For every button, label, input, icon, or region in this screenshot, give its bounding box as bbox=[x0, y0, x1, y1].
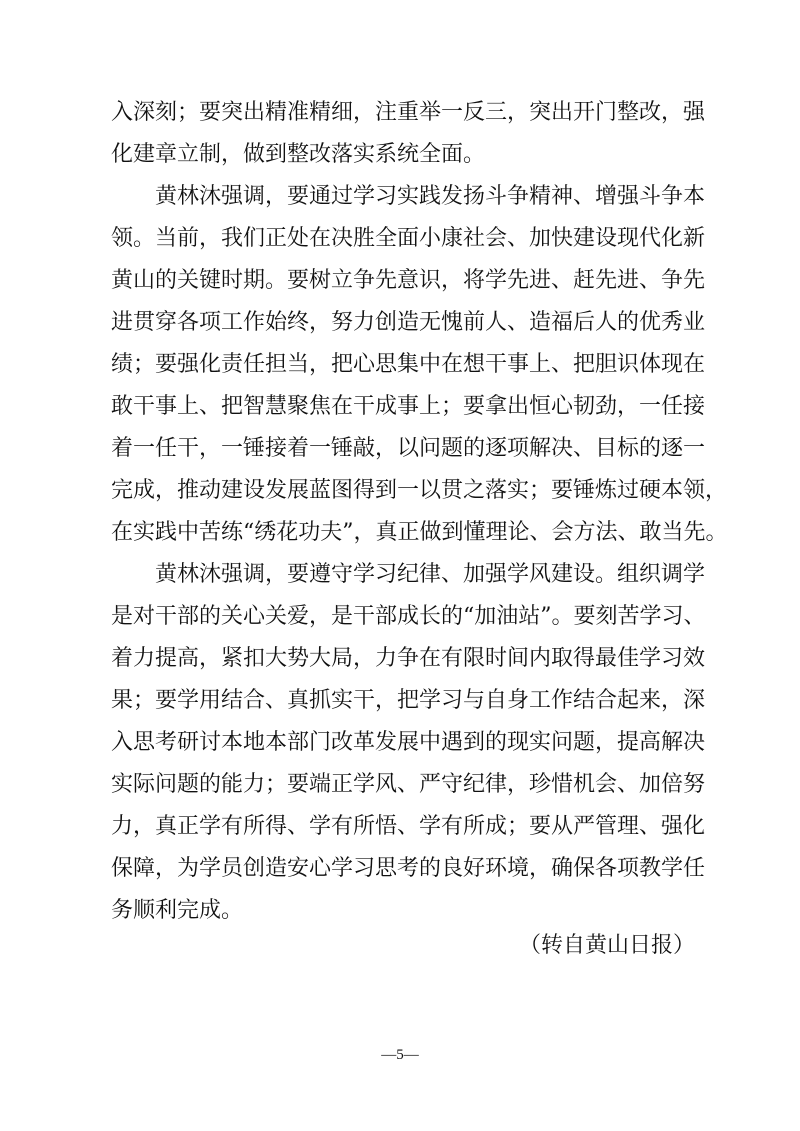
paragraph-line: 黄林沐强调，要通过学习实践发扬斗争精神、增强斗争本 bbox=[155, 184, 706, 209]
paragraph-line: 黄山的关键时期。要树立争先意识，将学先进、赶先进、争先 bbox=[111, 268, 706, 293]
paragraph-line: 力，真正学有所得、学有所悟、学有所成；要从严管理、强化 bbox=[111, 814, 706, 839]
paragraph-line: 敢干事上、把智慧聚焦在干成事上；要拿出恒心韧劲，一任接 bbox=[111, 394, 706, 419]
paragraph-line: 是对干部的关心关爱，是干部成长的“加油站”。要刻苦学习、 bbox=[111, 604, 706, 629]
paragraph-line: 着一任干，一锤接着一锤敲，以问题的逐项解决、目标的逐一 bbox=[111, 436, 706, 461]
paragraph-2 bbox=[111, 176, 728, 554]
paragraph-3 bbox=[111, 554, 706, 932]
paragraph-line: 领。当前，我们正处在决胜全面小康社会、加快建设现代化新 bbox=[111, 226, 706, 251]
page-number: —5— bbox=[381, 1047, 419, 1063]
source-attribution: （转自黄山日报） bbox=[518, 933, 695, 958]
paragraph-line: 完成，推动建设发展蓝图得到一以贯之落实；要锤炼过硬本领， bbox=[111, 478, 728, 503]
paragraph-line: 化建章立制，做到整改落实系统全面。 bbox=[111, 142, 486, 167]
paragraph-line: 保障，为学员创造安心学习思考的良好环境，确保各项教学任 bbox=[111, 856, 706, 881]
paragraph-1 bbox=[111, 92, 706, 176]
paragraph-line: 黄林沐强调，要遵守学习纪律、加强学风建设。组织调学 bbox=[155, 562, 706, 587]
paragraph-line: 着力提高，紧扣大势大局，力争在有限时间内取得最佳学习效 bbox=[111, 646, 706, 671]
paragraph-line: 绩；要强化责任担当，把心思集中在想干事上、把胆识体现在 bbox=[111, 352, 706, 377]
paragraph-line: 果；要学用结合、真抓实干，把学习与自身工作结合起来，深 bbox=[111, 688, 706, 713]
paragraph-line: 入深刻；要突出精准精细，注重举一反三，突出开门整改，强 bbox=[111, 100, 706, 125]
paragraph-line: 务顺利完成。 bbox=[111, 898, 244, 923]
article-body bbox=[111, 92, 728, 932]
paragraph-line: 在实践中苦练“绣花功夫”，真正做到懂理论、会方法、敢当先。 bbox=[111, 520, 728, 545]
paragraph-line: 实际问题的能力；要端正学风、严守纪律，珍惜机会、加倍努 bbox=[111, 772, 706, 797]
paragraph-line: 入思考研讨本地本部门改革发展中遇到的现实问题，提高解决 bbox=[111, 730, 706, 755]
paragraph-line: 进贯穿各项工作始终，努力创造无愧前人、造福后人的优秀业 bbox=[111, 310, 706, 335]
